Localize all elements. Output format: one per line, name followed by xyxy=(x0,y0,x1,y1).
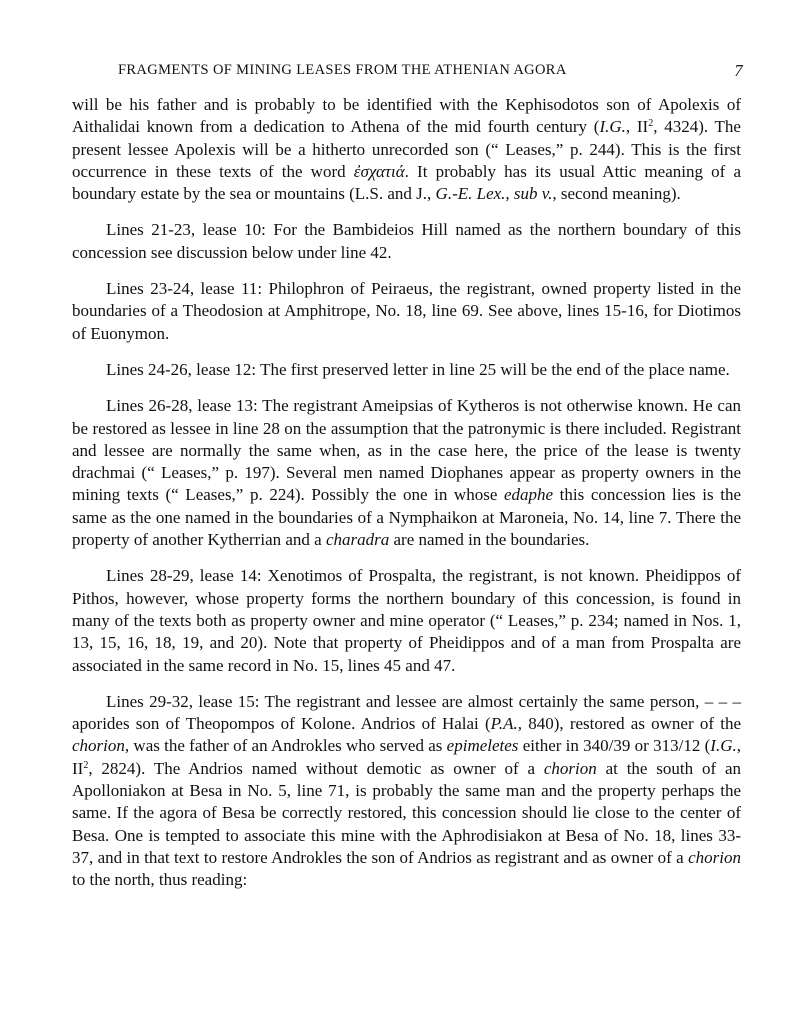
citation-ig: I.G. xyxy=(710,736,737,756)
term-chorion: chorion xyxy=(543,758,597,778)
running-header xyxy=(118,62,743,82)
term-chorion: chorion xyxy=(688,847,741,867)
paragraph-lease-12: Lines 24-26, lease 12: The first preserved letter in line 25 will be the end of the place name. xyxy=(106,359,730,379)
citation-pa: P.A. xyxy=(490,714,518,734)
citation-lex: G.-E. Lex., sub v. xyxy=(435,184,553,204)
paragraph-lease-15: Lines 29-32, lease 15: The registrant and lessee are almost certainly the same person, – – – aporides son of Theopompos of Kolone. Andrios of Halai (P.A., 840), restored as owner of the chorion, was the father of an Androkles who served as epimeletes either in 340/39 or 313/12 (I.G., $II^2$, 2824). The Andrios named without demotic as owner of a chorion at the south of an Apolloniakon at Besa in No. 5, line 71, is probably the same man and the property perhaps the same. If the agora of Besa be correctly restored, this concession should lie close to the center of Besa. One is tempted to associate this mine with the Aphrodisiakon at Besa of No. 18, lines 33-37, and in that text to restore Androkles the son of Andrios as registrant and as owner of a chorion to the north, thus reading: xyxy=(72,691,741,890)
term-epimeletes: epimeletes xyxy=(446,736,519,756)
citation-ig: I.G. xyxy=(599,117,626,137)
running-title: FRAGMENTS OF MINING LEASES FROM THE ATHENIAN AGORA xyxy=(118,62,567,78)
term-chorion: chorion xyxy=(72,736,125,756)
greek-word: ἐσχατιά xyxy=(353,161,405,181)
paragraph-lease-14: Lines 28-29, lease 14: Xenotimos of Prospalta, the registrant, is not known. Pheidippos of Pithos, however, whose property forms the northern boundary of this concession, is found in many of the texts both as property owner and mine operator (“ Leases,” p. 234; named in Nos. 1, 13, 15, 16, 18, 19, and 20). Note that property of Pheidippos and of a man from Prospalta are associated in the same record in No. 15, lines 45 and 47. xyxy=(72,566,741,675)
superscript: 2 xyxy=(83,759,89,771)
paragraph-lease-13: Lines 26-28, lease 13: The registrant Ameipsias of Kytheros is not otherwise known. He can be restored as lessee in line 28 on the assumption that the patronymic is there included. Registrant and lessee are normally the same when, as in the case here, the price of the lease is twenty drachmai (“ Leases,” p. 197). Several men named Diophanes appear as property owners in the mining texts (“ Leases,” p. 224). Possibly the one in whose edaphe this concession lies is the same as the one named in the boundaries of a Nymphaikon at Maroneia, No. 14, line 7. There the property of another Kytherrian and a charadra are named in the boundaries. xyxy=(72,396,741,550)
paragraph-lease-11: Lines 23-24, lease 11: Philophron of Peiraeus, the registrant, owned property listed in the boundaries of a Theodosion at Amphitrope, No. 18, line 69. See above, lines 15-16, for Diotimos of Euonymon. xyxy=(72,279,741,343)
paragraph-lease-10: Lines 21-23, lease 10: For the Bambideios Hill named as the northern boundary of this concession see discussion below under line 42. xyxy=(72,220,741,262)
page-number: 7 xyxy=(734,61,743,80)
term-charadra: charadra xyxy=(325,530,390,550)
superscript: 2 xyxy=(648,118,654,130)
term-edaphe: edaphe xyxy=(503,485,554,505)
paragraph-continuation: will be his father and is probably to be identified with the Kephisodotos son of Apolexis of Aithalidai known from a dedication to Athena of the mid fourth century (I.G., $II^2$, 4324). The present lessee Apolexis will be a hitherto unrecorded son (“ Leases,” p. 244). This is the first occurrence in these texts of the word ἐσχατιά. It probably has its usual Attic meaning of a boundary estate by the sea or mountains (L.S. and J., G.-E. Lex., sub v., second meaning). xyxy=(72,95,741,204)
body-text xyxy=(72,94,741,906)
